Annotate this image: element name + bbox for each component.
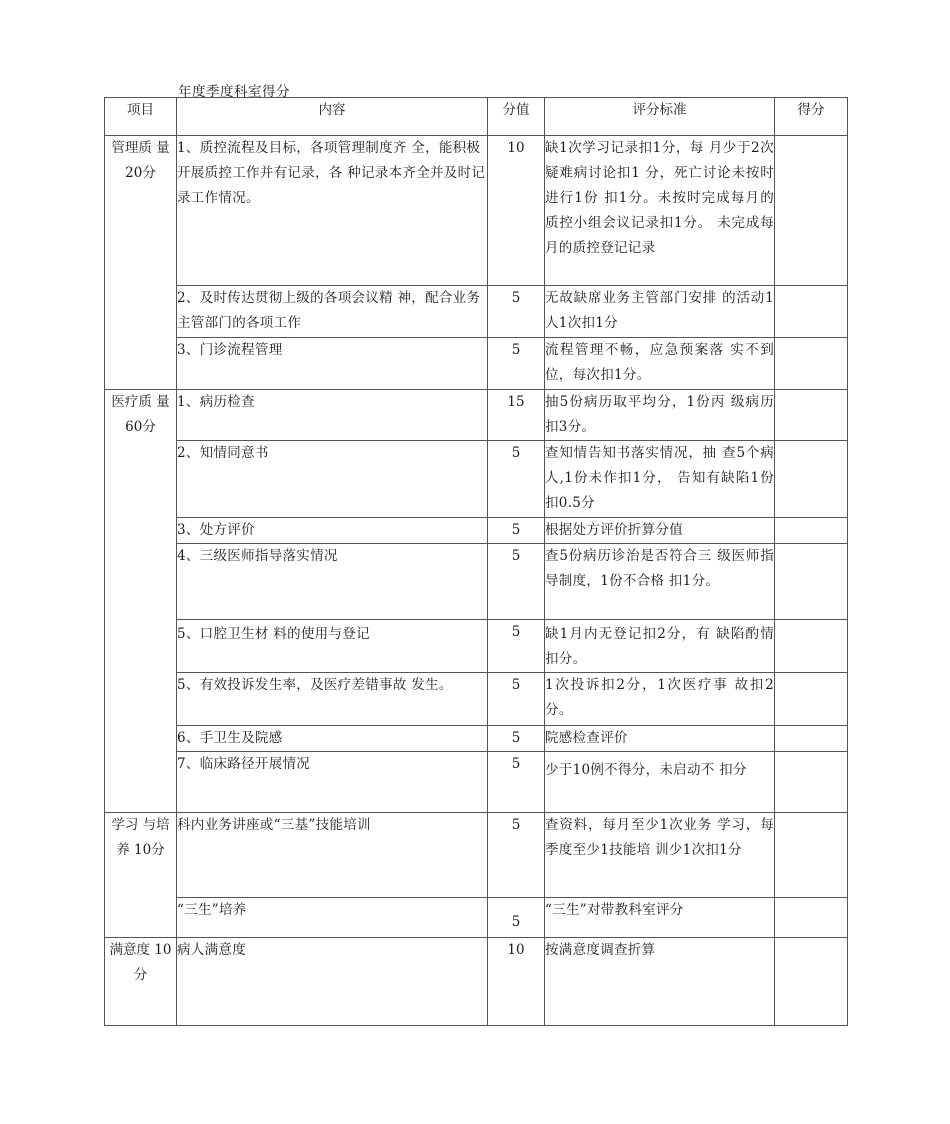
table-row [105,544,848,620]
row-points: 15 [488,390,545,441]
table-row [105,286,848,338]
row-criteria: 无故缺席业务主管部门安排 的活动1人1次扣1分 [545,286,775,338]
row-content: 1、病历检查 [177,390,488,441]
score-cell[interactable] [775,898,848,938]
row-points: 5 [488,726,545,752]
row-content: 6、手卫生及院感 [177,726,488,752]
score-cell[interactable] [775,286,848,338]
table-row [105,518,848,544]
score-cell[interactable] [775,338,848,390]
header-content: 内容 [177,98,488,136]
row-criteria: 查知情告知书落实情况，抽 查5个病人,1份未作扣1分， 告知有缺陷1份扣0.5分 [545,441,775,518]
row-criteria: “三生”对带教科室评分 [545,898,775,938]
row-points: 5 [488,441,545,518]
row-content: 2、知情同意书 [177,441,488,518]
score-cell[interactable] [775,544,848,620]
row-points: 5 [488,544,545,620]
table-row [105,620,848,673]
row-points: 5 [488,752,545,813]
header-points: 分值 [488,98,545,136]
row-criteria: 查5份病历诊治是否符合三 级医师指导制度，1份不合格 扣1分。 [545,544,775,620]
row-points: 5 [488,898,545,938]
row-criteria: 缺1次学习记录扣1分，每 月少于2次疑难病讨论扣1 分，死亡讨论未按时进行1份 扣1分。未按时完成每月的 质控小组会议记录扣1分。 未完成每月的质控登记记录 [545,136,775,286]
score-cell[interactable] [775,752,848,813]
header-criteria: 评分标准 [545,98,775,136]
row-criteria: 缺1月内无登记扣2分，有 缺陷酌情扣分。 [545,620,775,673]
table-row [105,673,848,726]
row-content: 3、门诊流程管理 [177,338,488,390]
category-management: 管理质 量20分 [105,136,177,390]
header-score: 得分 [775,98,848,136]
row-points: 5 [488,286,545,338]
row-points: 5 [488,673,545,726]
score-cell[interactable] [775,673,848,726]
document-title: 年度季度科室得分 [178,84,290,100]
score-cell[interactable] [775,441,848,518]
table-row [105,898,848,938]
score-cell[interactable] [775,813,848,898]
table-row [105,338,848,390]
table-row [105,813,848,898]
row-criteria: 1次投诉扣2分，1次医疗事 故扣2分。 [545,673,775,726]
row-content: 4、三级医师指导落实情况 [177,544,488,620]
table-row [105,938,848,1026]
table-header-row [105,98,848,136]
row-criteria: 抽5份病历取平均分，1份丙 级病历扣3分。 [545,390,775,441]
row-points: 5 [488,518,545,544]
row-criteria: 按满意度调查折算 [545,938,775,1026]
row-points: 10 [488,938,545,1026]
row-points: 10 [488,136,545,286]
row-points: 5 [488,338,545,390]
category-satisfaction: 满意度 10分 [105,938,177,1026]
score-cell[interactable] [775,390,848,441]
score-cell[interactable] [775,726,848,752]
score-cell[interactable] [775,518,848,544]
row-criteria: 根据处方评价折算分值 [545,518,775,544]
row-content: 3、处方评价 [177,518,488,544]
score-cell[interactable] [775,938,848,1026]
table-row [105,752,848,813]
row-content: 5、有效投诉发生率，及医疗差错事故 发生。 [177,673,488,726]
row-content: “三生”培养 [177,898,488,938]
category-learning: 学习 与培养 10分 [105,813,177,938]
row-content: 2、及时传达贯彻上级的各项会议精 神，配合业务主管部门的各项工作 [177,286,488,338]
row-points: 5 [488,620,545,673]
row-criteria: 流程管理不畅，应急预案落 实不到位，每次扣1分。 [545,338,775,390]
category-medical: 医疗质 量60分 [105,390,177,813]
row-criteria: 院感检查评价 [545,726,775,752]
score-cell[interactable] [775,620,848,673]
row-content: 科内业务讲座或“三基”技能培训 [177,813,488,898]
score-cell[interactable] [775,136,848,286]
row-content: 7、临床路径开展情况 [177,752,488,813]
row-content: 病人满意度 [177,938,488,1026]
header-item: 项目 [105,98,177,136]
table-row [105,136,848,286]
table-row [105,441,848,518]
row-content: 5、口腔卫生材 料的使用与登记 [177,620,488,673]
table-row [105,390,848,441]
row-points: 5 [488,813,545,898]
row-criteria: 少于10例不得分，未启动不 扣分 [545,752,775,813]
table-row [105,726,848,752]
scoring-table [104,97,848,1026]
row-content: 1、质控流程及目标，各项管理制度齐 全，能积极开展质控工作并有记录，各 种记录本齐全并及时记录工作情况。 [177,136,488,286]
row-criteria: 查资料，每月至少1次业务 学习，每季度至少1技能培 训少1次扣1分 [545,813,775,898]
